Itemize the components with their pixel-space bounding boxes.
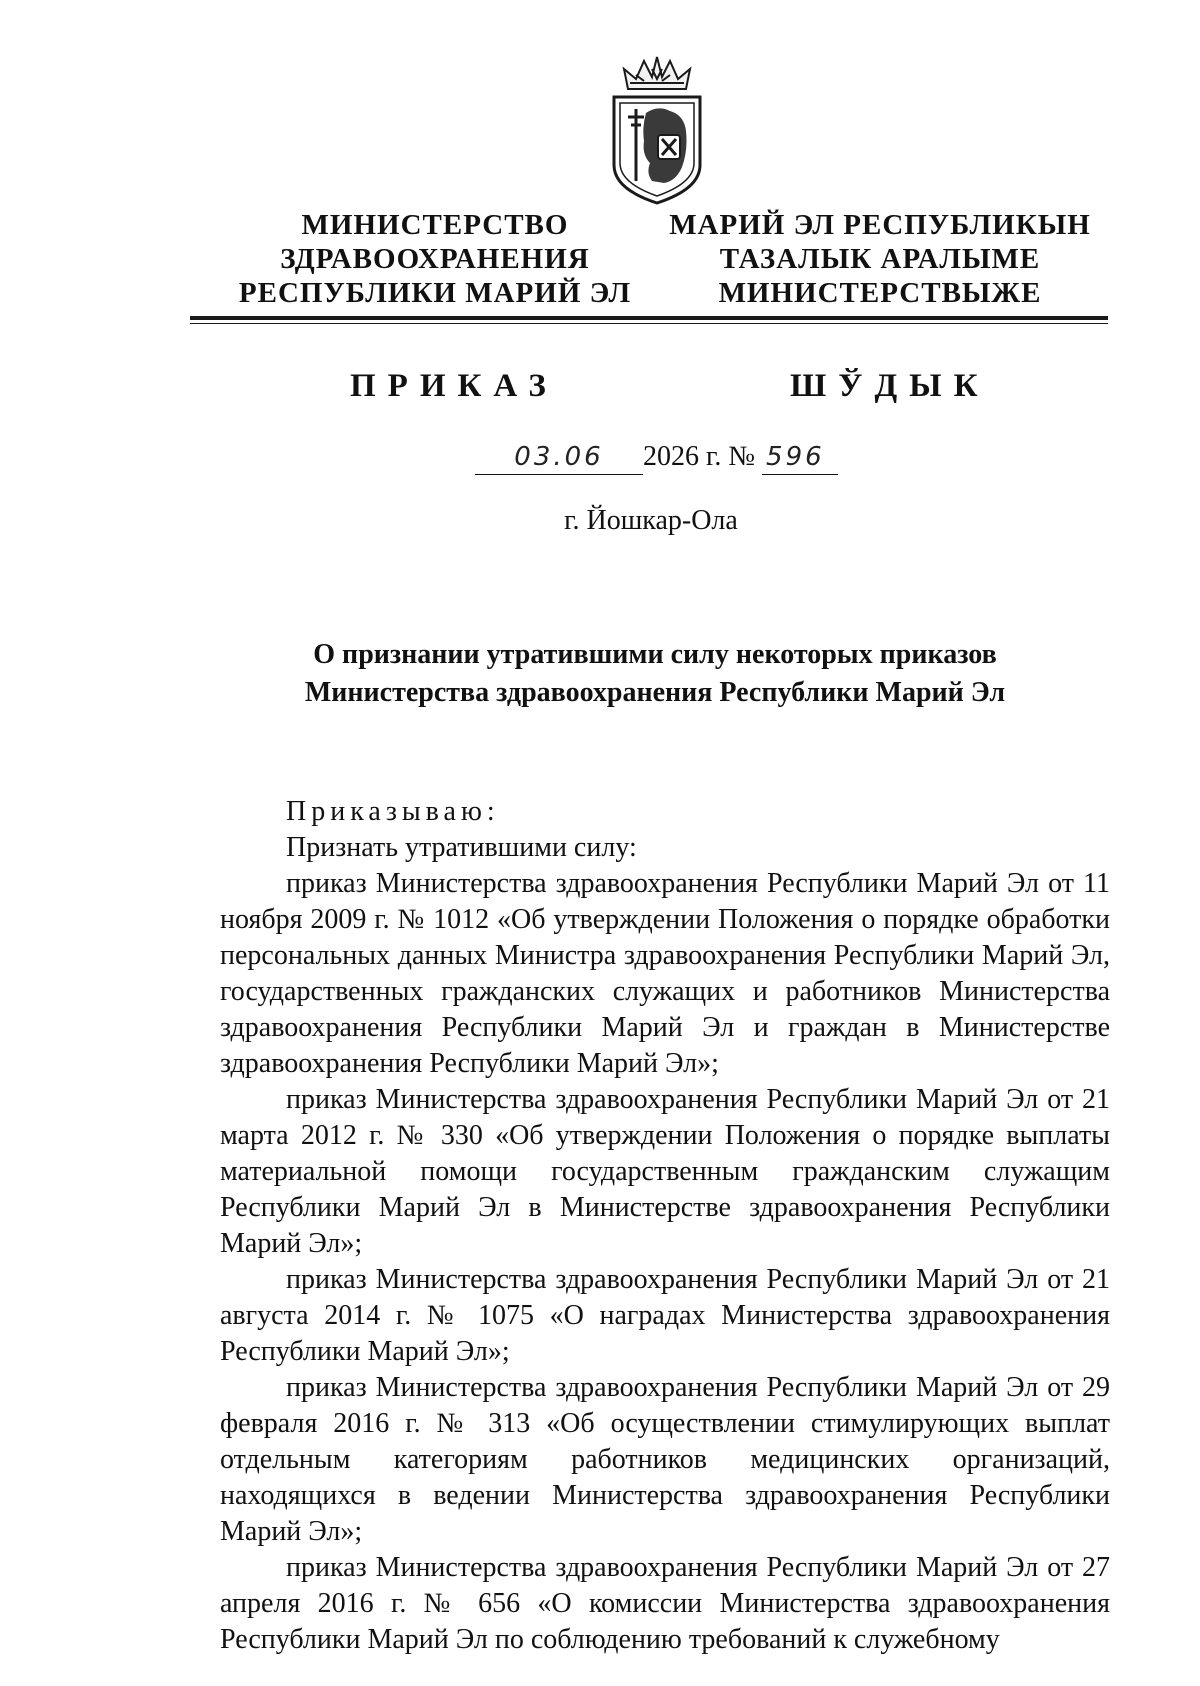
- org-ru-line-2: ЗДРАВООХРАНЕНИЯ: [280, 243, 590, 275]
- org-name-mari: [660, 208, 1100, 310]
- coat-of-arms-icon: [606, 55, 708, 207]
- body-paragraph-5: приказ Министерства здравоохранения Республики Марий Эл от 27 апреля 2016 г. № 656 «О комиссии Министерства здравоохранения Республики Марий Эл по соблюдению требований к служебному: [220, 1552, 1110, 1655]
- org-name-russian: [225, 208, 645, 310]
- body-paragraph-3: приказ Министерства здравоохранения Республики Марий Эл от 21 августа 2014 г. № 1075 «О наградах Министерства здравоохранения Республики Марий Эл»;: [220, 1264, 1110, 1367]
- handwritten-number: 596: [762, 440, 838, 475]
- org-ru-line-3: РЕСПУБЛИКИ МАРИЙ ЭЛ: [238, 277, 632, 309]
- body-paragraph-1: приказ Министерства здравоохранения Республики Марий Эл от 11 ноября 2009 г. № 1012 «Об утверждении Положения о порядке обработки персональных данных Министра здравоохранения Республики Марий Эл, государственных гражданских служащих и работников Министерства здравоохранения Республики Марий Эл и граждан в Министерстве здравоохранения Республики Марий Эл»;: [220, 868, 1110, 1079]
- org-mhr-line-3: МИНИСТЕРСТВЫЖЕ: [718, 277, 1042, 309]
- document-subject: [240, 636, 1070, 712]
- header-divider-thin: [190, 323, 1108, 324]
- org-mhr-line-1: МАРИЙ ЭЛ РЕСПУБЛИКЫН: [669, 209, 1091, 241]
- org-ru-line-1: МИНИСТЕРСТВО: [301, 209, 569, 241]
- year-number-label: 2026 г. №: [643, 441, 756, 472]
- handwritten-date: 03.06: [475, 440, 643, 475]
- doctype-mari: ШЎДЫК: [790, 368, 990, 404]
- document-body: [220, 794, 1110, 1658]
- recognize-clause: Признать утратившими силу:: [286, 832, 637, 863]
- org-mhr-line-2: ТАЗАЛЫК АРАЛЫМЕ: [719, 243, 1041, 275]
- header-divider-thick: [190, 316, 1108, 320]
- body-paragraph-4: приказ Министерства здравоохранения Республики Марий Эл от 29 февраля 2016 г. № 313 «Об осуществлении стимулирующих выплат отдельным категориям работников медицинских организаций, находящихся в ведении Министерства здравоохранения Республики Марий Эл»;: [220, 1372, 1110, 1547]
- doctype-russian: ПРИКАЗ: [350, 368, 558, 404]
- body-paragraph-2: приказ Министерства здравоохранения Республики Марий Эл от 21 марта 2012 г. № 330 «Об утверждении Положения о порядке выплаты материальной помощи государственным гражданским служащим Республики Марий Эл в Министерстве здравоохранения Республики Марий Эл»;: [220, 1084, 1110, 1259]
- city-label: г. Йошкар-Ола: [564, 505, 738, 536]
- subject-line-1: О признании утратившими силу некоторых приказов: [313, 639, 997, 670]
- date-number-line: [475, 440, 838, 475]
- order-word: Приказываю:: [286, 796, 500, 827]
- subject-line-2: Министерства здравоохранения Республики Марий Эл: [304, 677, 1006, 708]
